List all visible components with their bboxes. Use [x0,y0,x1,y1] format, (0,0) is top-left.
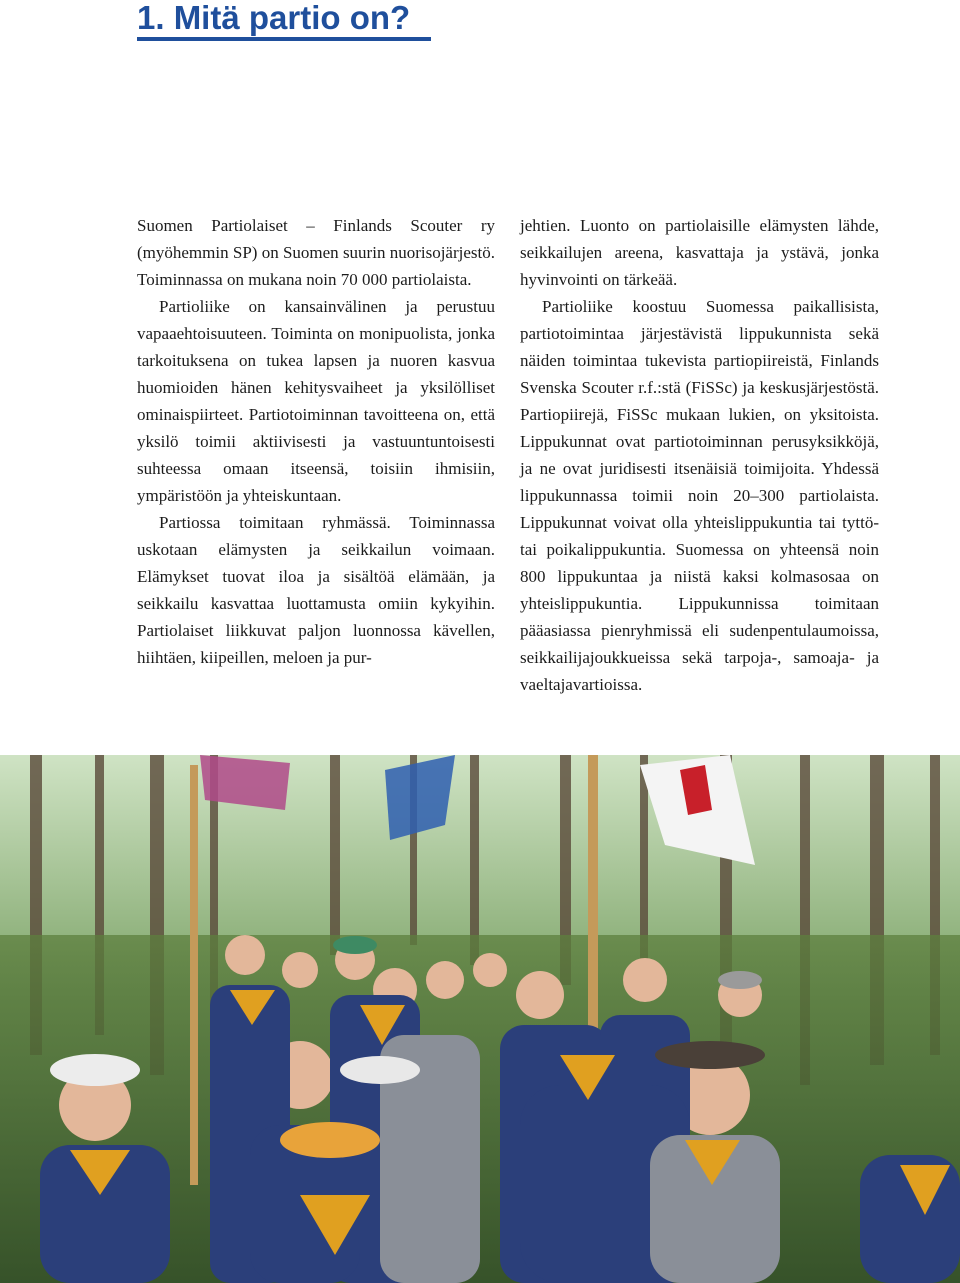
left-text-column [137,212,495,671]
paragraph-intro: Suomen Partiolaiset – Finlands Scouter ry (myöhemmin SP) on Suomen suurin nuorisojärjestö. Toiminnassa on mukana noin 70 000 partiolaista. [137,216,495,289]
paragraph-lippukunnat: Partioliike koostuu Suomessa paikallisista, partiotoimintaa järjestävistä lippukunnista sekä näiden toimintaa tukevista partiopiireistä, Finlands Svenska Scouter r.f.:stä (FiSSc) ja keskusjärjestöstä. Partiopiirejä, FiSSc mukaan lukien, on yksitoista. Lippukunnat ovat partiotoiminnan perusyksikköjä, ja ne ovat juridisesti itsenäisiä toimijoita. Yhdessä lippukunnassa toimii noin 20–300 partiolaista. Lippukunnat voivat olla yhteislippukuntia tai tyttö- tai poikalippukuntia. Suomessa on yhteensä noin 800 lippukuntaa ja niistä kaksi kolmasosaa on yhteislippukuntia. Lippukunnissa toimitaan pääasiassa pienryhmissä eli sudenpentulaumoissa, seikkailijajoukkueissa sekä tarpoja-, samoaja- ja vaeltajavartioissa. [520,297,879,694]
paragraph-ryhma: Partiossa toimitaan ryhmässä. Toiminnassa uskotaan elämysten ja seikkailun voimaan. Elämykset tuovat iloa ja sisältöä elämään, ja seikkailu kasvattaa luottamusta omiin kykyihin. Partiolaiset liikkuvat paljon luonnossa kävellen, hiihtäen, kiipeillen, meloen ja pur- [137,513,495,667]
scouts-hiking-illustration [0,755,960,1283]
page-title: 1. Mitä partio on? [137,0,411,36]
scouts-hiking-photo [0,755,960,1283]
right-text-column [520,212,879,698]
paragraph-partioliike: Partioliike on kansainvälinen ja perustuu vapaaehtoisuuteen. Toiminta on monipuolista, jonka tarkoituksena on tukea lapsen ja nuoren kasvua huomioiden hänen kehitysvaiheet ja yksilölliset ominaispiirteet. Partiotoiminnan tavoitteena on, että yksilö toimii aktiivisesti ja vastuuntuntoisesti suhteessa omaan itseensä, toisiin ihmisiin, ympäristöön ja yhteiskuntaan. [137,297,495,505]
title-underline [137,37,431,41]
paragraph-luonto: jehtien. Luonto on partiolaisille elämysten lähde, seikkailujen areena, kasvattaja ja ystävä, jonka hyvinvointi on tärkeää. [520,216,879,289]
